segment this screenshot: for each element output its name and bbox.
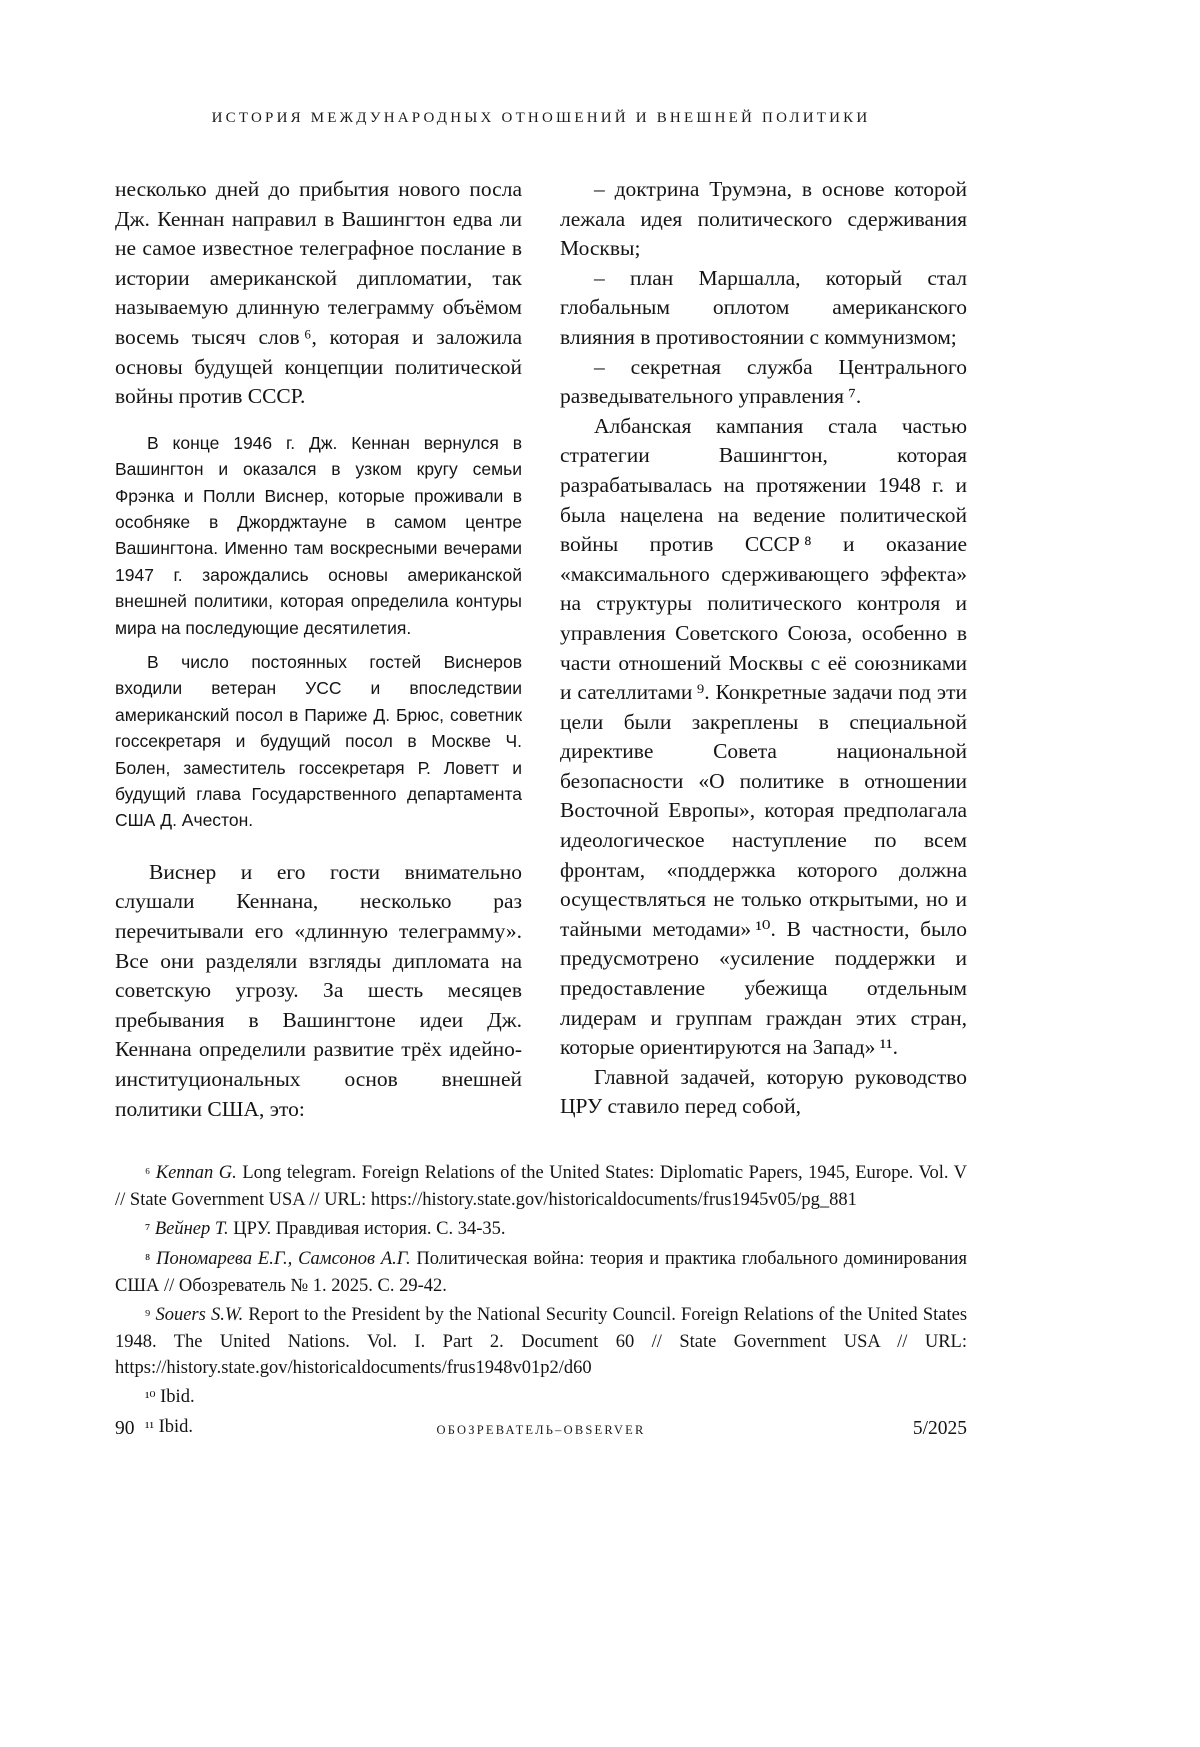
footnote-text: Ibid.: [158, 1417, 194, 1438]
footnote-marker: ⁶: [145, 1166, 151, 1183]
footnote-author: Kennan G.: [155, 1163, 237, 1184]
running-header: ИСТОРИЯ МЕЖДУНАРОДНЫХ ОТНОШЕНИЙ И ВНЕШНЕЙ ПОЛИТИКИ: [211, 110, 871, 126]
footnote-marker: ¹⁰: [145, 1390, 156, 1407]
footnote-marker: ⁹: [145, 1308, 151, 1325]
footnote-marker: ⁷: [145, 1222, 151, 1239]
journal-title: ОБОЗРЕВАТЕЛЬ–OBSERVER: [436, 1423, 646, 1437]
footnote-6: [115, 1160, 967, 1213]
page-number: 90: [115, 1418, 135, 1439]
footnote-text: Long telegram. Foreign Relations of the United States: Diplomatic Papers, 1945, Europe. Vol. V // State Government USA // URL: https://history.state.gov/historicaldocuments/frus1945v05/pg_881: [115, 1163, 967, 1211]
body-paragraph-albanian-campaign: Албанская кампания стала частью стратегии Вашингтон, которая разрабатывалась на протяжении 1948 г. и была нацелена на ведение политической войны против СССР ⁸ и оказание «максимального сдерживающего эффекта» на структуры политического контроля и управления Советского Союза, особенно в части отношений Москвы с её союзниками и сателлитами ⁹. Конкретные задачи под эти цели были закреплены в специальной директиве Совета национальной безопасности «О политике в отношении Восточной Европы», которая предполагала идеологическое наступление по всем фронтам, «поддержка которого должна осуществляться не только открытыми, но и тайными методами» ¹⁰. В частности, было предусмотрено «усиление поддержки и предоставление убежища отдельным лидерам и группам граждан этих стран, которые ориентируются на Запад» ¹¹.: [560, 413, 967, 1060]
inset-paragraph-kennan-return: В конце 1946 г. Дж. Кеннан вернулся в Вашингтон и оказался в узком кругу семьи Фрэнка и Полли Виснер, которые проживали в особняке в Джорджтауне в самом центре Вашингтона. Именно там воскресными вечерами 1947 г. зарождались основы американской внешней политики, которая определила контуры мира на последующие десятилетия.: [115, 432, 522, 638]
page-content: [115, 110, 967, 1444]
page-footer: [115, 1418, 967, 1448]
list-paragraph-marshall-plan: – план Маршалла, который стал глобальным оплотом американского влияния в противостоянии с коммунизмом;: [560, 265, 967, 349]
footnote-author: Souers S.W.: [155, 1305, 244, 1326]
footnote-marker: ¹¹: [145, 1420, 154, 1437]
body-paragraph-wisner: Виснер и его гости внимательно слушали Кеннана, несколько раз перечитывали его «длинную телеграмму». Все они разделяли взгляды дипломата на советскую угрозу. За шесть месяцев пребывания в Вашингтоне идеи Дж. Кеннана определили развитие трёх идейно-институциональных основ внешней политики США, это:: [115, 859, 522, 1121]
body-paragraph-continuation: несколько дней до прибытия нового посла Дж. Кеннан направил в Вашингтон едва ли не самое известное телеграфное послание в истории американской дипломатии, так называемую длинную телеграмму объёмом восемь тысяч слов ⁶, которая и заложила основы будущей концепции политической войны против СССР.: [115, 177, 522, 409]
footnote-8: [115, 1246, 967, 1299]
inset-paragraph-wisner-guests: В число постоянных гостей Виснеров входили ветеран УСС и впоследствии американский посол в Париже Д. Брюс, советник госсекретаря и будущий посол в Москве Ч. Болен, заместитель госсекретаря Р. Ловетт и будущий глава Государственного департамента США Д. Ачестон.: [115, 652, 522, 831]
body-paragraph-main-task: Главной задачей, которую руководство ЦРУ ставило перед собой,: [560, 1064, 967, 1119]
list-paragraph-cia: – секретная служба Центрального разведывательного управления ⁷.: [560, 354, 967, 409]
text-columns: [115, 175, 967, 1124]
right-column: [560, 175, 967, 1124]
footnote-text: Политическая война: теория и практика глобального доминирования США // Обозреватель № 1. 2025. С. 29-42.: [115, 1249, 968, 1297]
footnote-10: [115, 1384, 967, 1411]
issue-number: 5/2025: [912, 1418, 967, 1439]
list-paragraph-truman-doctrine: – доктрина Трумэна, в основе которой лежала идея политического сдерживания Москвы;: [560, 177, 967, 261]
left-column: [115, 175, 522, 1124]
footnote-7: [115, 1216, 967, 1243]
footnote-text: Ibid.: [160, 1387, 195, 1408]
footnote-author: Пономарева Е.Г., Самсонов А.Г.: [156, 1249, 411, 1270]
footnote-text: ЦРУ. Правдивая история. С. 34-35.: [233, 1219, 506, 1240]
footnote-text: Report to the President by the National Security Council. Foreign Relations of the United States 1948. The United Nations. Vol. I. Part 2. Document 60 // State Government USA // URL: https://history.state.gov/historicaldocuments/frus1948v01p2/d60: [115, 1305, 968, 1379]
footnote-9: [115, 1302, 967, 1381]
footnote-marker: ⁸: [145, 1252, 151, 1269]
footnote-author: Вейнер Т.: [154, 1219, 229, 1240]
footnotes-section: [115, 1160, 967, 1441]
